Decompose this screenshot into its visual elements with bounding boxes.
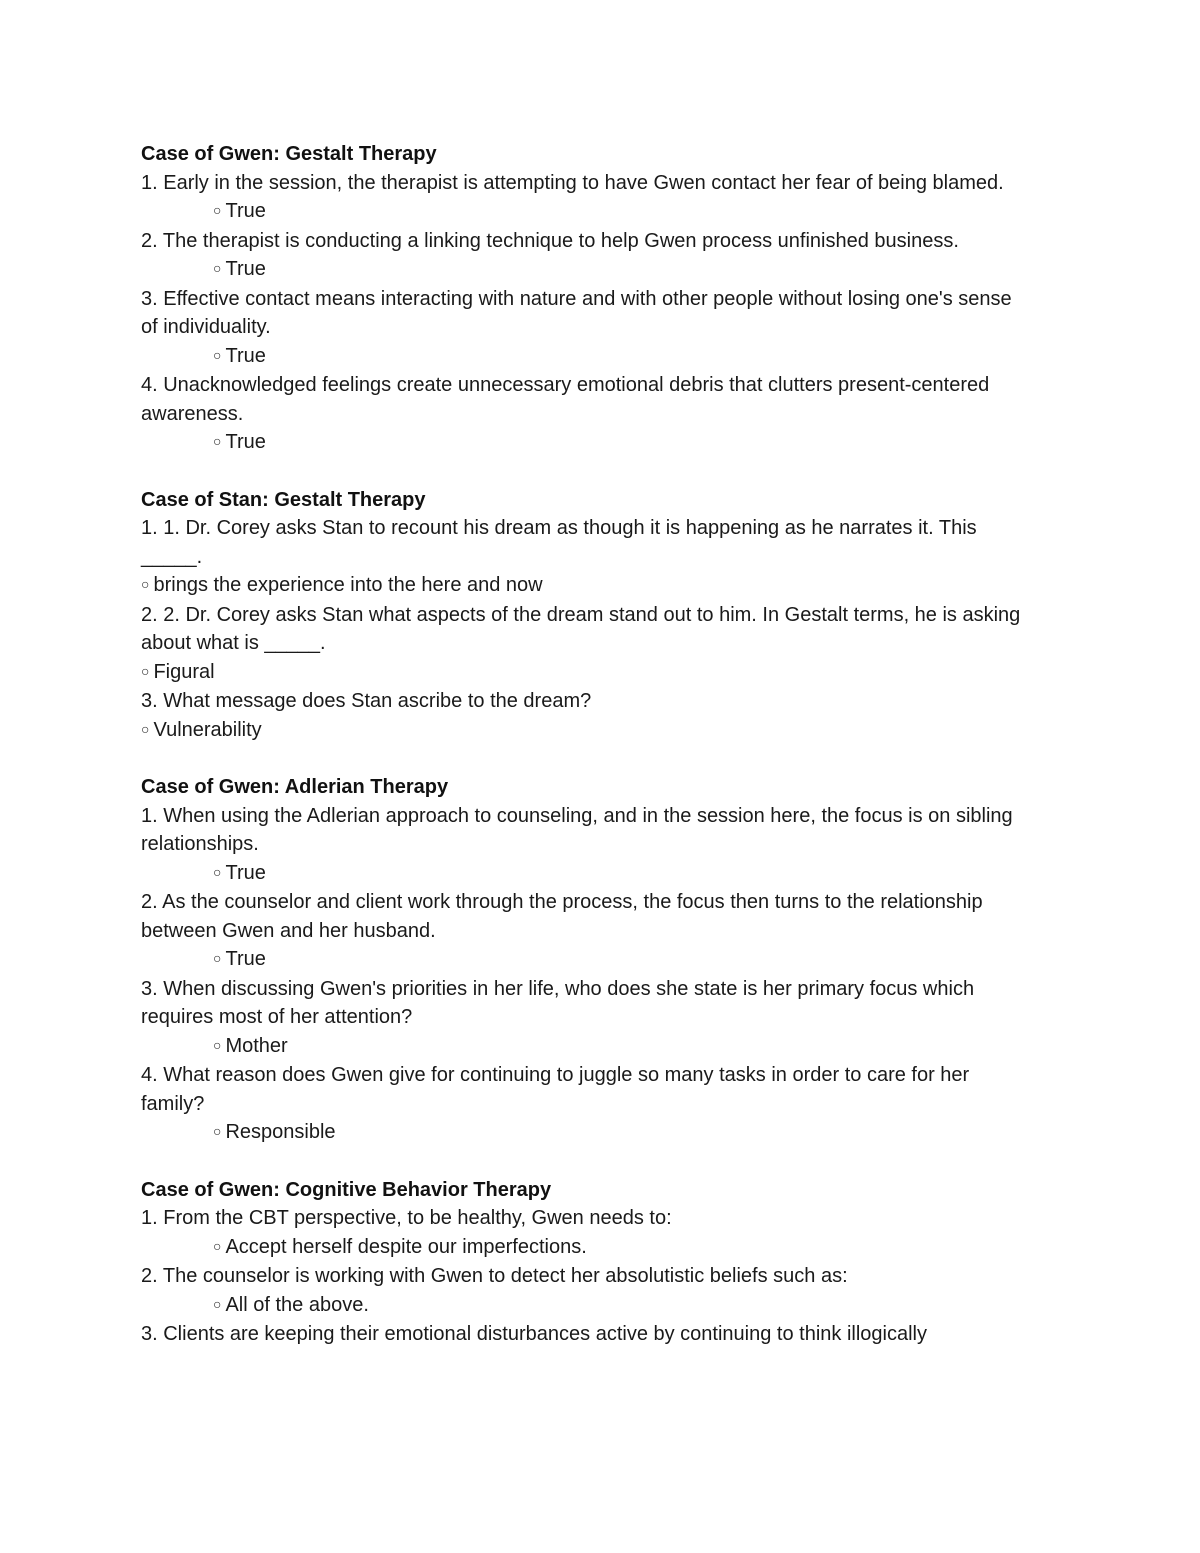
answer-text: brings the experience into the here and now xyxy=(153,574,543,596)
answer-text: Mother xyxy=(225,1034,288,1057)
answer-text: Responsible xyxy=(225,1121,336,1143)
question-text: 4. What reason does Gwen give for continuing to juggle so many tasks in order to care for her family? xyxy=(141,1064,970,1115)
answer xyxy=(141,255,1021,285)
section-heading: Case of Gwen: Gestalt Therapy xyxy=(141,143,437,165)
question-text: 1. Early in the session, the therapist is attempting to have Gwen contact her fear of being blamed. xyxy=(141,171,1004,194)
radio-bullet-icon: ○ xyxy=(213,1036,222,1053)
radio-bullet-icon: ○ xyxy=(141,662,150,679)
answer xyxy=(141,197,1021,227)
question-text: 1. 1. Dr. Corey asks Stan to recount his dream as though it is happening as he narrates it. This _____. xyxy=(141,517,977,568)
answer xyxy=(141,1233,1021,1263)
section-stan-gestalt xyxy=(141,486,1021,746)
question-text: 3. What message does Stan ascribe to the dream? xyxy=(141,690,592,712)
answer-text: True xyxy=(225,431,266,453)
section-heading: Case of Gwen: Cognitive Behavior Therapy xyxy=(141,1178,552,1201)
radio-bullet-icon: ○ xyxy=(213,202,222,218)
answer-text: True xyxy=(225,258,266,280)
answer xyxy=(141,428,1021,458)
answer-text: True xyxy=(225,948,266,970)
radio-bullet-icon: ○ xyxy=(213,1295,222,1312)
radio-bullet-icon: ○ xyxy=(213,950,222,966)
section-gwen-cbt xyxy=(141,1176,1021,1349)
question-text: 4. Unacknowledged feelings create unnecessary emotional debris that clutters present-centered awareness. xyxy=(141,374,990,425)
section-gwen-adlerian xyxy=(141,773,1021,1148)
answer xyxy=(141,571,1021,601)
section-heading: Case of Gwen: Adlerian Therapy xyxy=(141,776,449,798)
answer xyxy=(141,859,1021,889)
radio-bullet-icon: ○ xyxy=(213,1237,222,1254)
radio-bullet-icon: ○ xyxy=(213,346,222,363)
radio-bullet-icon: ○ xyxy=(213,260,222,276)
answer-text: All of the above. xyxy=(225,1293,369,1316)
question-text: 3. Effective contact means interacting with nature and with other people without losing one's sense of individuality. xyxy=(141,287,1012,338)
radio-bullet-icon: ○ xyxy=(213,1123,222,1139)
answer-text: Accept herself despite our imperfections. xyxy=(225,1235,587,1258)
answer-text: True xyxy=(225,344,266,367)
answer xyxy=(141,1118,1021,1148)
document-content xyxy=(141,140,1021,1349)
radio-bullet-icon: ○ xyxy=(141,576,150,592)
question-text: 3. When discussing Gwen's priorities in her life, who does she state is her primary focus which requires most of her attention? xyxy=(141,977,975,1028)
question-text: 2. The counselor is working with Gwen to detect her absolutistic beliefs such as: xyxy=(141,1265,848,1287)
question-text: 1. From the CBT perspective, to be healthy, Gwen needs to: xyxy=(141,1207,672,1229)
radio-bullet-icon: ○ xyxy=(141,720,150,737)
answer xyxy=(141,1032,1021,1062)
question-text: 2. 2. Dr. Corey asks Stan what aspects of the dream stand out to him. In Gestalt terms, he is asking about what is _____. xyxy=(141,603,1021,654)
answer-text: True xyxy=(225,200,266,222)
answer xyxy=(141,945,1021,975)
radio-bullet-icon: ○ xyxy=(213,433,222,449)
answer-text: Vulnerability xyxy=(153,718,262,741)
answer xyxy=(141,342,1021,372)
question-text: 3. Clients are keeping their emotional disturbances active by continuing to think illogically xyxy=(141,1323,927,1345)
question-text: 1. When using the Adlerian approach to counseling, and in the session here, the focus is on sibling relationships. xyxy=(141,804,1013,855)
answer-text: Figural xyxy=(153,660,215,683)
radio-bullet-icon: ○ xyxy=(213,863,222,880)
question-text: 2. The therapist is conducting a linking technique to help Gwen process unfinished business. xyxy=(141,229,959,252)
answer xyxy=(141,716,1021,746)
answer xyxy=(141,1291,1021,1321)
section-gwen-gestalt xyxy=(141,140,1021,458)
section-heading: Case of Stan: Gestalt Therapy xyxy=(141,488,426,511)
question-text: 2. As the counselor and client work through the process, the focus then turns to the relationship between Gwen and her husband. xyxy=(141,891,983,942)
answer xyxy=(141,658,1021,688)
answer-text: True xyxy=(225,861,266,884)
